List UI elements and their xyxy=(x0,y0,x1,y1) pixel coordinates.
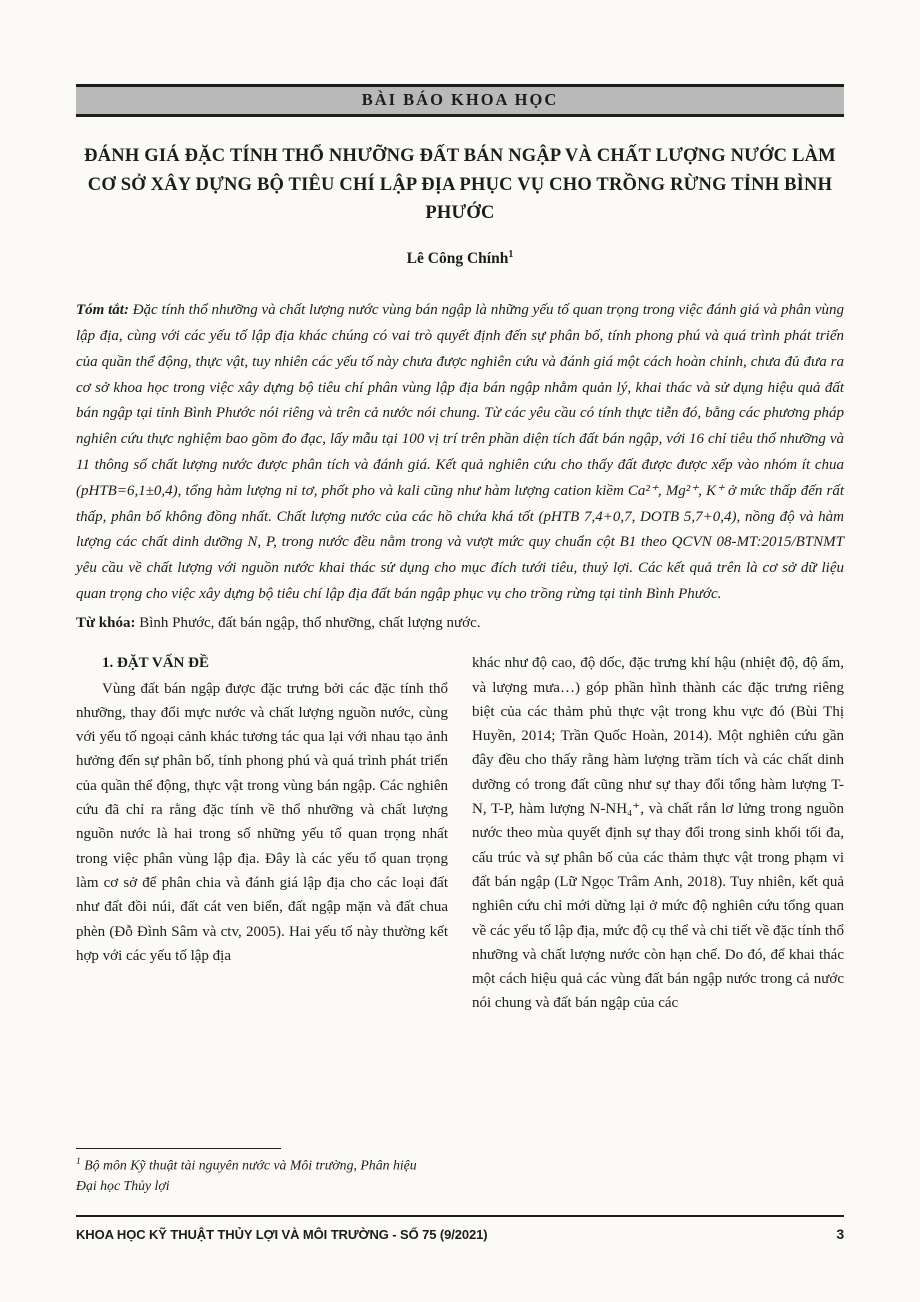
footnote xyxy=(76,1148,428,1197)
right-column-paragraph: khác như độ cao, độ dốc, đặc trưng khí hậu (nhiệt độ, độ ẩm, và lượng mưa…) góp phần hình thành các đặc trưng riêng biệt của các thảm phủ thực vật trong khu vực đó (Bùi Thị Huyền, 2014; Trần Quốc Hoàn, 2014). Một nghiên cứu gần đây đều cho thấy rằng hàm lượng trầm tích và các chất dinh dưỡng có trong đất cũng như sự thay đổi tổng hàm lượng T-N, T-P, hàm lượng N-NH₄⁺, và chất rắn lơ lửng trong nguồn nước theo mùa quyết định sự thay đổi trong sinh khối tối đa, cấu trúc và sự phân bố của các thảm thực vật trong phạm vi đất bán ngập (Lữ Ngọc Trâm Anh, 2018). Tuy nhiên, kết quả nghiên cứu chỉ mới dừng lại ở mức độ nghiên cứu tổng quan về các yếu tố lập địa, mức độ cụ thể và chi tiết về đặc tính thổ nhưỡng và chất lượng nước còn hạn chế. Do đó, để khai thác một cách hiệu quả các vùng đất bán ngập nước trong cả nước nói chung và đất bán ngập của các xyxy=(472,655,844,1012)
page-number: 3 xyxy=(836,1226,844,1242)
footnote-text: Bộ môn Kỹ thuật tài nguyên nước và Môi trường, Phân hiệu Đại học Thủy lợi xyxy=(76,1157,417,1194)
journal-footer-text: KHOA HỌC KỸ THUẬT THỦY LỢI VÀ MÔI TRƯỜNG - SỐ 75 (9/2021) xyxy=(76,1227,488,1242)
banner-label: BÀI BÁO KHOA HỌC xyxy=(361,90,559,109)
footnote-marker: 1 xyxy=(76,1157,81,1168)
left-column xyxy=(76,651,448,1203)
author-name: Lê Công Chính xyxy=(406,250,509,268)
right-column xyxy=(472,651,844,1203)
footnote-line xyxy=(76,1155,428,1197)
footnote-divider xyxy=(76,1148,281,1149)
paper-title: ĐÁNH GIÁ ĐẶC TÍNH THỔ NHƯỠNG ĐẤT BÁN NGẬP VÀ CHẤT LƯỢNG NƯỚC LÀM CƠ SỞ XÂY DỰNG BỘ TIÊU CHÍ LẬP ĐỊA PHỤC VỤ CHO TRỒNG RỪNG TỈNH BÌNH PHƯỚC xyxy=(84,146,836,224)
abstract-text: Đặc tính thổ nhưỡng và chất lượng nước vùng bán ngập là những yếu tố quan trọng trong việc đánh giá và phân vùng lập địa, cùng với các yếu tố lập địa khác chúng có vai trò quyết định đến sự phân bố, tính phong phú và quá trình phát triển của quần thể động, thực vật, tuy nhiên các yếu tố này chưa được nghiên cứu và đánh giá một cách hoàn chỉnh, chưa đủ đưa ra cơ sở khoa học trong việc xây dựng bộ tiêu chí phân vùng lập địa bán ngập nhằm quản lý, khai thác và sử dụng hiệu quả đất bán ngập tại tỉnh Bình Phước nói riêng và trên cả nước nói chung. Từ các yêu cầu có tính thực tiễn đó, bằng các phương pháp nghiên cứu thực nghiệm bao gồm đo đạc, lấy mẫu tại 100 vị trí trên phần diện tích đất bán ngập, với 16 chỉ tiêu thổ nhưỡng và 11 thông số chất lượng nước được phân tích và đánh giá. Kết quả nghiên cứu cho thấy đất được được xếp vào nhóm ít chua (pHTB=6,1±0,4), tổng hàm lượng ni tơ, phốt pho và kali cũng như hàm lượng cation kiềm Ca²⁺, Mg²⁺, K⁺ ở mức thấp đến rất thấp, phân bố không đồng nhất. Chất lượng nước của các hồ chứa khá tốt (pHTB 7,4+0,7, DOTB 5,7+0,4), nồng độ và hàm lượng các chất dinh dưỡng N, P, trong nước đều nằm trong và vượt mức quy chuẩn cột B1 theo QCVN 08-MT:2015/BTNMT yêu cầu về chất lượng với nguồn nước khai thác sử dụng cho mục đích tưới tiêu, thuỷ lợi. Các kết quả trên là cơ sở dữ liệu quan trọng cho việc xây dựng bộ tiêu chí lập địa đất bán ngập phục vụ cho trồng rừng tại tỉnh Bình Phước. xyxy=(76,302,844,602)
body-columns xyxy=(76,651,844,1203)
keywords-label: Từ khóa: xyxy=(76,614,136,631)
abstract-label: Tóm tắt: xyxy=(76,302,129,319)
author-affiliation-marker: 1 xyxy=(508,249,514,261)
author-line xyxy=(76,249,844,268)
page-footer xyxy=(76,1215,844,1242)
left-column-paragraph: Vùng đất bán ngập được đặc trưng bởi các đặc tính thổ nhưỡng, thay đổi mực nước và chất lượng nguồn nước, cùng với yếu tố ngoại cảnh khác tương tác qua lại với nhau tạo ảnh hưởng đến sự phân bố, tính phong phú và quá trình phát triển của quần thể động, thực vật trong vùng bán ngập. Các nghiên cứu đã chỉ ra rằng đặc tính về thổ nhưỡng và chất lượng nguồn nước là hai trong số những yếu tố quan trọng nhất trong việc phân vùng lập địa. Đây là các yếu tố quan trọng làm cơ sở để phân chia và đánh giá lập địa cho các loại đất như đất đồi núi, đất cát ven biển, đất ngập mặn và đất chua phèn (Đỗ Đình Sâm và ctv, 2005). Hai yếu tố này thường kết hợp với các yếu tố lập địa xyxy=(76,680,448,964)
journal-section-banner xyxy=(76,84,844,117)
section-1-heading: 1. ĐẶT VẤN ĐỀ xyxy=(102,655,209,672)
abstract xyxy=(76,298,844,608)
keywords xyxy=(76,611,844,637)
keywords-text: Bình Phước, đất bán ngập, thổ nhưỡng, chất lượng nước. xyxy=(139,614,481,631)
